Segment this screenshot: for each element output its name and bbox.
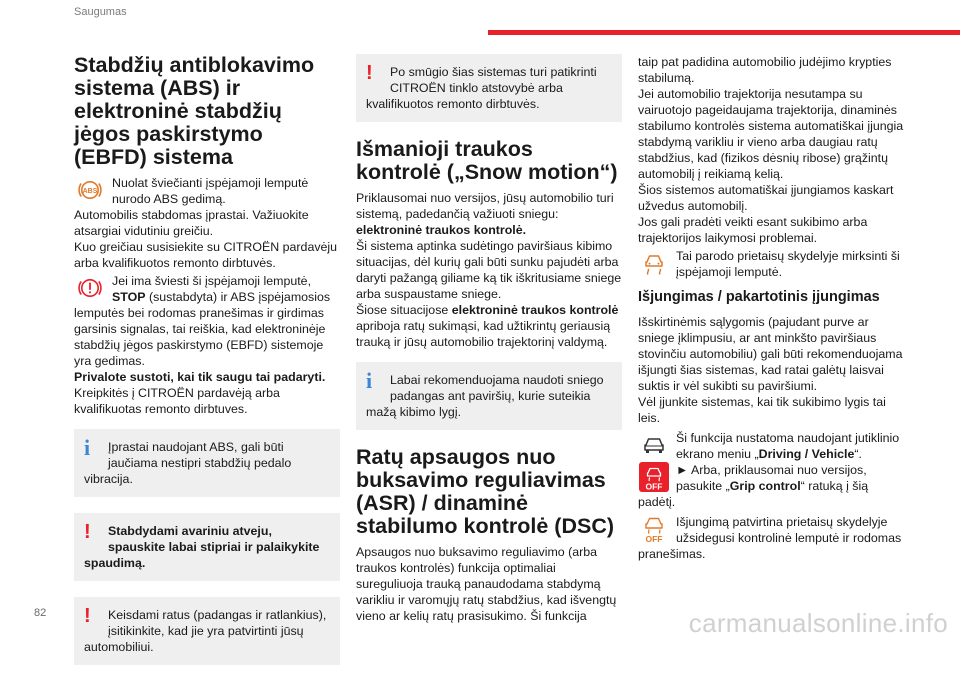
snow-text-3 [356, 302, 622, 350]
skid-off-icon [638, 462, 670, 492]
info-note-text: Labai rekomenduojama naudoti sniego padangas ant paviršių, kurie suteikia mažą kibimo lygį. [366, 373, 604, 419]
dsc-lamp-text: Tai parodo prietaisų skydelyje mirksinti ši įspėjamoji lemputė. [676, 249, 900, 279]
warning-note-text: Stabdydami avariniu atveju, spauskite labai stipriai ir palaikykite spaudimą. [84, 524, 320, 570]
stop-label: STOP [112, 290, 146, 304]
snow-text-3c: apriboja ratų sukimąsi, kad užtikrintų geriausią trauką ir jūsų automobilio trajektorinį valdymą. [356, 319, 611, 349]
off-label: OFF [645, 534, 663, 544]
stop-lamp-paragraph [74, 273, 340, 369]
column-3 [638, 54, 904, 562]
snow-motion-heading: Išmanioji traukos kontrolė („Snow motion“) [356, 137, 618, 184]
brake-warning-icon [74, 273, 106, 303]
stop-bold-text [74, 369, 340, 385]
confirm-paragraph [638, 514, 904, 562]
settings-text-f: “ ratuką į šią padėtį. [638, 479, 869, 509]
section-title: Saugumas [74, 6, 127, 18]
snow-text-3b: elektroninė traukos kontrolė [451, 303, 619, 317]
skid-off-lamp-icon [638, 514, 670, 544]
column-2 [356, 54, 622, 624]
snow-bold: elektroninė traukos kontrolė. [356, 223, 527, 237]
watermark: carmanualsonline.info [688, 608, 948, 638]
header-accent-bar [488, 30, 960, 35]
asr-dsc-heading: Ratų apsaugos nuo buksavimo reguliavimas (ASR) / dinaminė stabilumo kontrolė (DSC) [356, 445, 615, 538]
stop-lamp-text-a: Jei ima šviesti ši įspėjamoji lemputė, [112, 274, 312, 288]
settings-text-c: “. [854, 447, 862, 461]
snow-text-1-bold [356, 222, 622, 238]
grip-control-name: Grip control [729, 479, 801, 493]
confirm-text: Išjungimą patvirtina prietaisų skydelyje užsidegusi kontrolinė lemputė ir rodomas pranešimas. [638, 515, 902, 561]
skid-warning-icon [638, 248, 670, 278]
warning-exclamation-icon: ! [366, 62, 373, 84]
settings-icon-column [638, 430, 670, 494]
dsc-text-4: Jos gali pradėti veikti esant sukibimo arba trajektorijos laikymosi problemai. [638, 215, 868, 245]
abs-heading: Stabdžių antiblokavimo sistema (ABS) ir elektroninė stabdžių jėgos paskirstymo (EBFD) sistema [74, 53, 315, 169]
settings-text-a: Ši funkcija nustatoma naudojant jutiklinio ekrano meniu „ [676, 431, 900, 461]
stop-text-2: Kreipkitės į CITROËN pardavėją arba kvalifikuotas remonto dirbtuves. [74, 386, 280, 416]
stop-bold: Privalote sustoti, kai tik saugu tai padaryti. [74, 370, 326, 384]
dsc-text-2: Jei automobilio trajektorija nesutampa su vairuotojo pageidaujama trajektorija, dinaminės stabilumo kontrolės sistema automatiškai įjungia stabdymą varikliu ir vieno arba daugiau ratų stabdžius, kad (fizikos dėsnių ribose) grąžintų automobilį į reikiamą kelią. [638, 87, 904, 181]
warning-note-text: Keisdami ratus (padangas ir ratlankius), įsitikinkite, kad jie yra patvirtinti jūsų automobiliui. [84, 608, 327, 654]
abs-lamp-text: Nuolat šviečianti įspėjamoji lemputė nurodo ABS gedimą. [112, 176, 309, 206]
abs-text-2: Kuo greičiau susisiekite su CITROËN pardavėju arba kvalifikuotos remonto dirbtuvės. [74, 240, 338, 270]
warning-note-emergency [74, 513, 340, 581]
warning-note-wheels [74, 597, 340, 665]
snow-text-1: Priklausomai nuo versijos, jūsų automobilio turi sistemą, padedančią važiuoti sniegu: [356, 191, 614, 221]
snow-text-3a: Šiose situacijose [356, 303, 452, 317]
stop-lamp-text-c: (sustabdyta) ir ABS įspėjamosios lemputės bei rodomas pranešimas ir girdimas garsinis signalas, tai reiškia, kad elektroninėje stabdžių jėgos paskirstymo (EBFD) sistemoje yra gedimas. [74, 290, 331, 368]
abs-icon-label: ABS [82, 187, 98, 195]
info-note-abs [74, 429, 340, 497]
info-note-text: Įprastai naudojant ABS, gali būti jaučiama nestipri stabdžių pedalo vibracija. [84, 440, 292, 486]
asr-text: Apsaugos nuo buksavimo reguliavimo (arba traukos kontrolės) funkcija optimaliai sureguliuoja trauką panaudodama stabdymą varikliu ir varomųjų ratų stabdžius, kad išvengtų vieno ar kelių ratų prasisukimo. Ši funkcija [356, 545, 617, 623]
deactivation-text-2: Vėl įjunkite sistemas, kai tik sukibimo lygis tai leis. [638, 395, 886, 425]
info-icon: i [366, 368, 373, 393]
deactivation-heading: Išjungimas / pakartotinis įjungimas [638, 289, 880, 305]
dsc-lamp-paragraph [638, 248, 904, 280]
abs-lamp-paragraph [74, 175, 340, 207]
abs-text-1: Automobilis stabdomas įprastai. Važiuokite atsargiai vidutiniu greičiu. [74, 208, 309, 238]
settings-text-d: ► Arba, priklausomai nuo versijos, pasukite „ [676, 463, 867, 493]
snow-text-2: Ši sistema aptinka sudėtingo paviršiaus kibimo situacijas, dėl kurių gali būti sunku pajudėti arba daryti pažangą giliame ką tik iškritusiame sniege arba suspaustame sniege. [356, 239, 622, 301]
settings-menu-name: Driving / Vehicle [758, 447, 855, 461]
warning-note-impact [356, 54, 622, 122]
car-settings-icon [638, 430, 670, 460]
off-label: OFF [645, 481, 663, 492]
dsc-text-1: taip pat padidina automobilio judėjimo krypties stabilumą. [638, 55, 892, 85]
warning-note-text: Po smūgio šias sistemas turi patikrinti CITROËN tinklo atstovybė arba kvalifikuotos remonto dirbtuvės. [366, 65, 597, 111]
abs-warning-icon [74, 175, 106, 205]
column-1 [74, 54, 340, 681]
deactivation-text-1: Išskirtinėmis sąlygomis (pajudant purve ar sniege įklimpusiu, ar ant minkšto paviršiaus stovinčiu automobiliu) gali būti rekomenduojama išjungti šias sistemas, kad ratai galėtų laisvai suktis ir vėl sukibti su paviršiumi. [638, 315, 903, 393]
info-note-tyres [356, 362, 622, 430]
settings-paragraph [638, 430, 904, 510]
warning-exclamation-icon: ! [84, 521, 91, 543]
warning-exclamation-icon: ! [84, 605, 91, 627]
dsc-text-3: Šios sistemos automatiškai įjungiamos kaskart užvedus automobilį. [638, 183, 894, 213]
page-number: 82 [34, 607, 47, 619]
info-icon: i [84, 435, 91, 460]
